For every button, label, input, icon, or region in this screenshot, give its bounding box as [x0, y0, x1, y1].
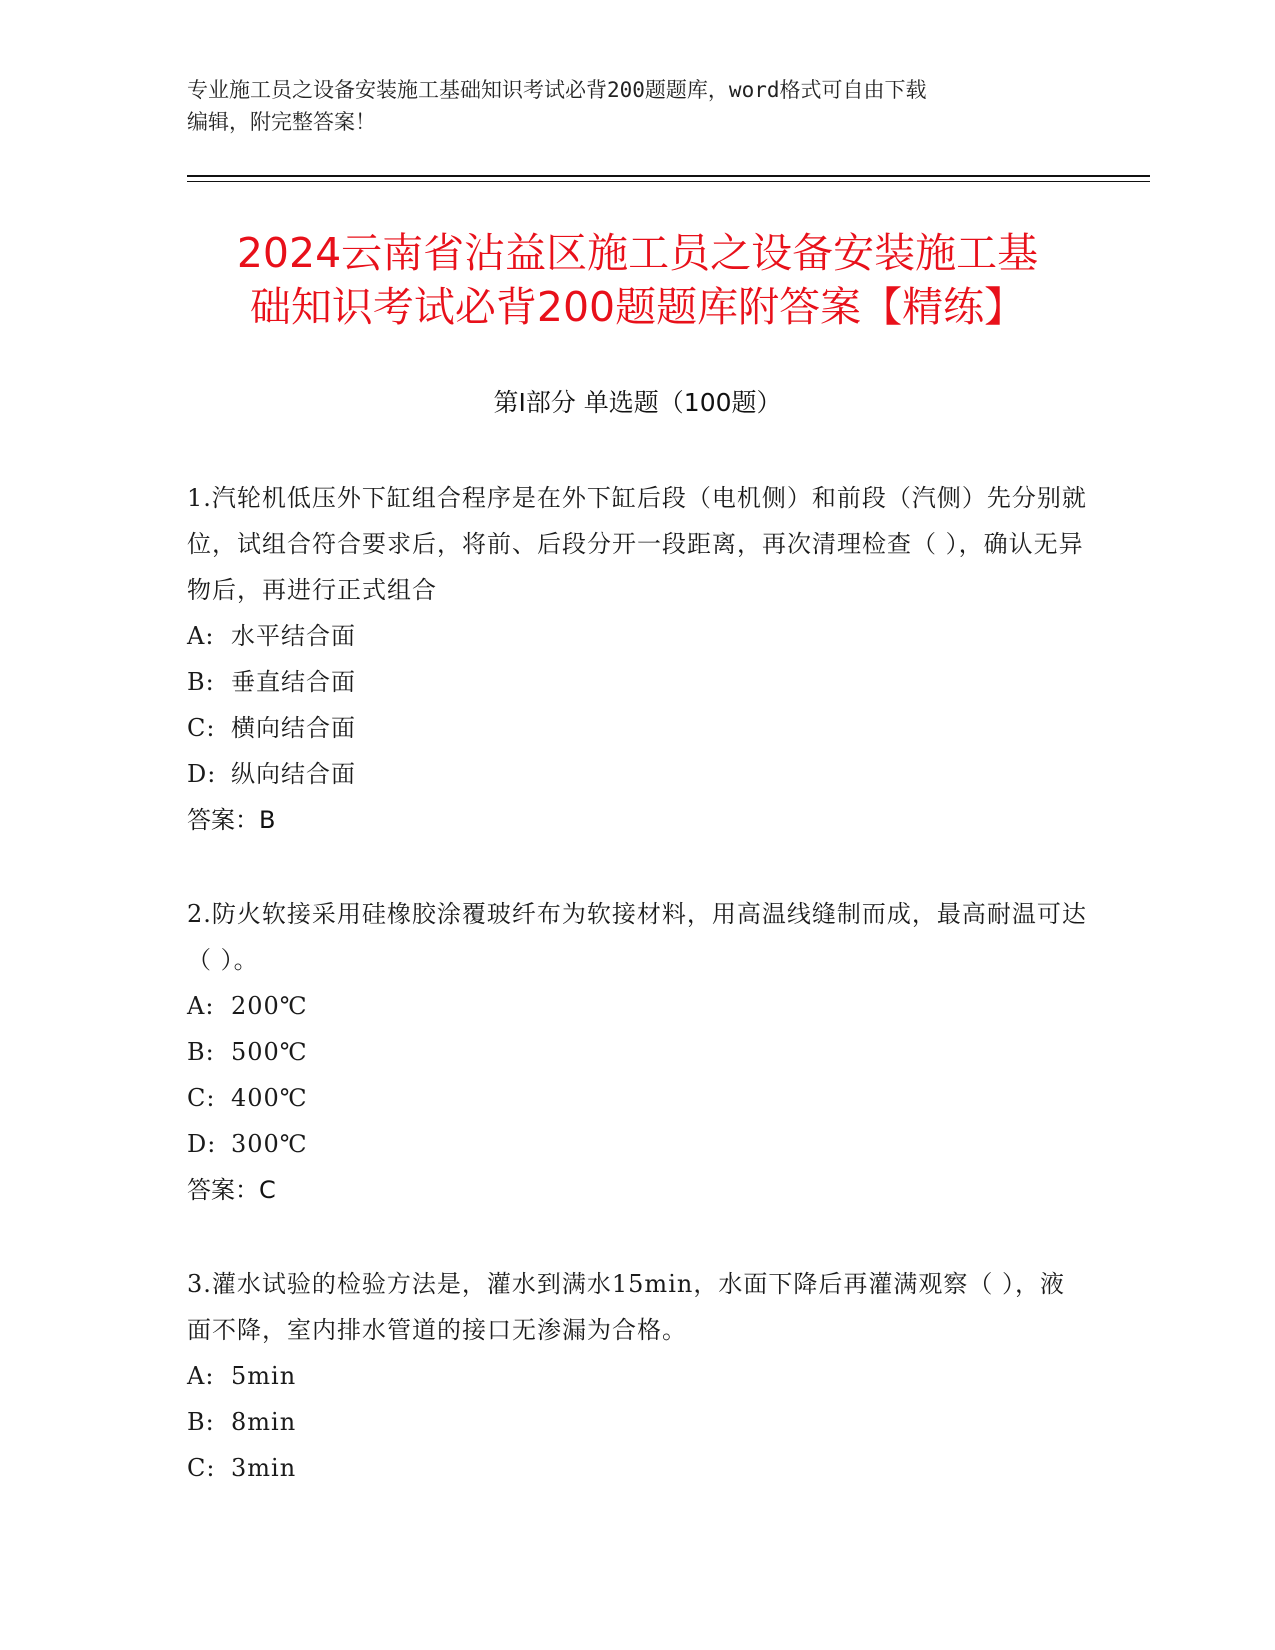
option-text: 垂直结合面 — [231, 668, 356, 696]
option-key: C: — [187, 1454, 216, 1482]
question-2 — [187, 891, 1087, 1213]
option-key: B: — [187, 668, 215, 696]
question-list — [187, 475, 1087, 1539]
option-text: 200℃ — [231, 992, 308, 1020]
option-d — [187, 751, 1087, 797]
option-text: 8min — [231, 1408, 297, 1436]
question-1 — [187, 475, 1087, 843]
question-text: 3.灌水试验的检验方法是，灌水到满水15min，水面下降后再灌满观察（ ），液面不降，室内排水管道的接口无渗漏为合格。 — [187, 1270, 1065, 1344]
header-divider-thin — [187, 181, 1150, 182]
option-key: C: — [187, 714, 216, 742]
option-key: B: — [187, 1408, 215, 1436]
option-d — [187, 1121, 1087, 1167]
answer-line: 答案：C — [187, 1176, 276, 1204]
option-a — [187, 1353, 1087, 1399]
answer-line: 答案：B — [187, 806, 276, 834]
option-text: 纵向结合面 — [231, 760, 356, 788]
option-text: 5min — [231, 1362, 297, 1390]
document-title-line1: 2024云南省沾益区施工员之设备安装施工基 — [236, 229, 1039, 277]
question-text: 2.防火软接采用硅橡胶涂覆玻纤布为软接材料，用高温线缝制而成，最高耐温可达（ ）。 — [187, 900, 1087, 974]
header-note — [187, 74, 1087, 138]
option-key: D: — [187, 1130, 217, 1158]
document-title-line2: 础知识考试必背200题题库附答案【精练】 — [249, 283, 1026, 331]
option-text: 300℃ — [231, 1130, 308, 1158]
section-title: 第Ⅰ部分 单选题（100题） — [493, 388, 782, 417]
option-c — [187, 1075, 1087, 1121]
option-text: 400℃ — [231, 1084, 308, 1112]
option-a — [187, 613, 1087, 659]
option-b — [187, 1029, 1087, 1075]
option-key: B: — [187, 1038, 215, 1066]
header-note-line2: 编辑，附完整答案！ — [187, 110, 376, 134]
option-b — [187, 1399, 1087, 1445]
option-c — [187, 705, 1087, 751]
option-b — [187, 659, 1087, 705]
option-key: A: — [187, 992, 215, 1020]
header-divider-thick — [187, 175, 1150, 177]
header-note-line1: 专业施工员之设备安装施工基础知识考试必背200题题库，word格式可自由下载 — [187, 78, 927, 102]
option-text: 3min — [231, 1454, 297, 1482]
option-key: A: — [187, 622, 215, 650]
option-a — [187, 983, 1087, 1029]
option-key: C: — [187, 1084, 216, 1112]
option-key: A: — [187, 1362, 215, 1390]
option-text: 水平结合面 — [231, 622, 356, 650]
question-3 — [187, 1261, 1087, 1491]
option-c — [187, 1445, 1087, 1491]
question-text: 1.汽轮机低压外下缸组合程序是在外下缸后段（电机侧）和前段（汽侧）先分别就位，试组合符合要求后，将前、后段分开一段距离，再次清理检查（ ），确认无异物后，再进行正式组合 — [187, 484, 1087, 604]
option-text: 500℃ — [231, 1038, 308, 1066]
document-title — [150, 226, 1125, 334]
option-key: D: — [187, 760, 217, 788]
option-text: 横向结合面 — [231, 714, 356, 742]
